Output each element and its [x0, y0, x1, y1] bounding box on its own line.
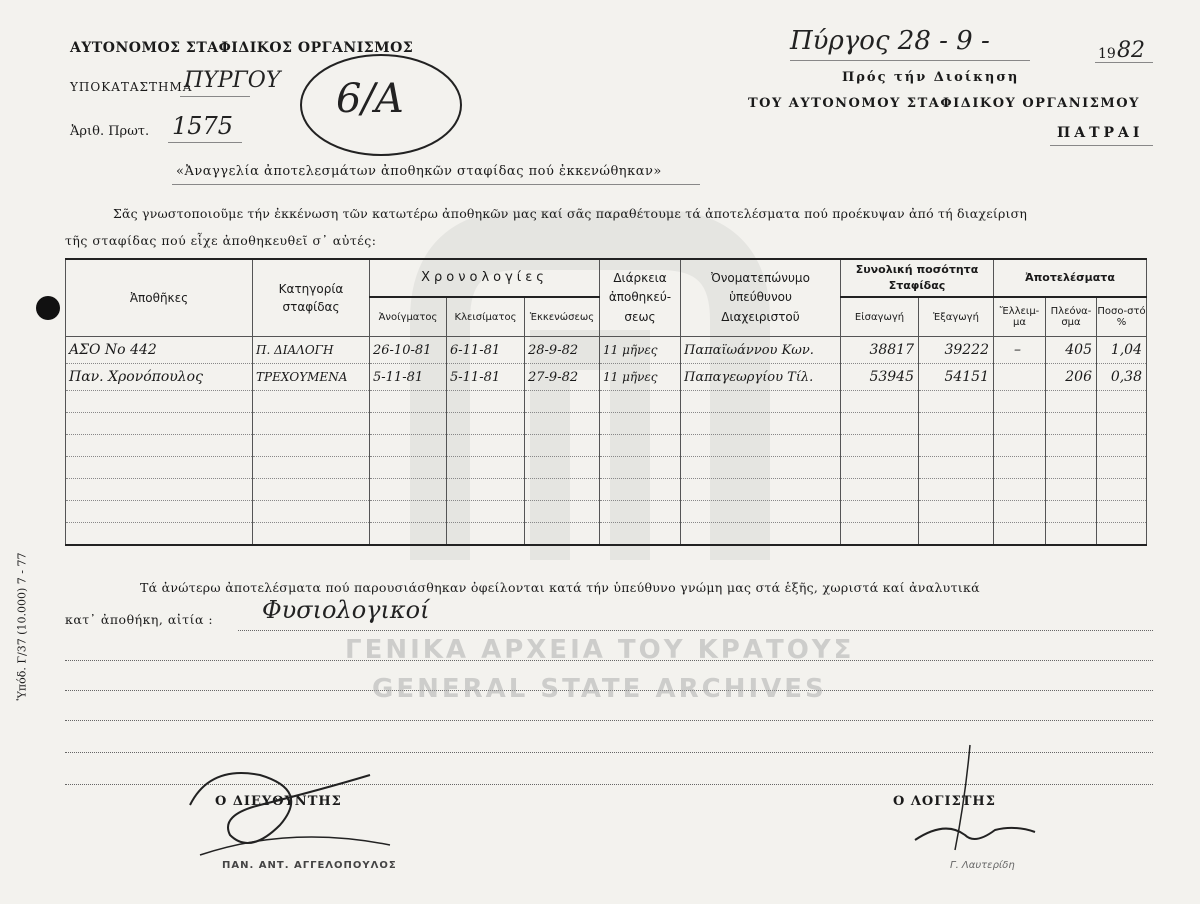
- header-chronology: Χρονολογίες: [370, 259, 600, 297]
- header-export: Ἐξαγωγή: [919, 297, 994, 337]
- causes-line-1: Τά ἀνώτερω ἀποτελέσματα πού παρουσιάσθηκαν ὀφείλονται κατά τήν ὑπεύθυνο γνώμη μας στά ἑξῆς, χωριστά καί ἀναλυτικά: [140, 580, 980, 595]
- header-import: Εἰσαγωγή: [841, 297, 919, 337]
- cell-opening: 5-11-81: [370, 364, 447, 391]
- cell-export: 39222: [919, 337, 994, 364]
- punch-hole: [36, 296, 60, 320]
- cell-manager: Παπαγεωργίου Τίλ.: [681, 364, 841, 391]
- header-closing: Κλεισίματος: [447, 297, 525, 337]
- organization-name: ΑΥΤΟΝΟΜΟΣ ΣΤΑΦΙΔΙΚΟΣ ΟΡΓΑΝΙΣΜΟΣ: [70, 40, 414, 56]
- year-printed: 19: [1098, 46, 1116, 62]
- intro-line-1: Σᾶς γνωστοποιοῦμε τήν ἐκκένωση τῶν κατωτέρω ἀποθηκῶν μας καί σᾶς παραθέτουμε τά ἀποτελέσματα πού προέκυψαν ἀπό τή διαχείριση: [113, 206, 1028, 221]
- cell-category: Π. ΔΙΑΛΟΓΗ: [253, 337, 370, 364]
- table-row-empty: [66, 391, 1147, 413]
- cell-opening: 26-10-81: [370, 337, 447, 364]
- table-row-empty: [66, 523, 1147, 546]
- cell-emptying: 27-9-82: [525, 364, 600, 391]
- header-duration: Διάρκεια ἀποθηκεύ-σεως: [600, 259, 681, 337]
- place-date: Πύργος 28 - 9 -: [790, 26, 990, 56]
- cell-emptying: 28-9-82: [525, 337, 600, 364]
- cell-import: 53945: [841, 364, 919, 391]
- warehouse-results-table: [65, 258, 1147, 546]
- cell-closing: 5-11-81: [447, 364, 525, 391]
- cell-category: ΤΡΕΧΟΥΜΕΝΑ: [253, 364, 370, 391]
- cell-duration: 11 μῆνες: [600, 364, 681, 391]
- cell-closing: 6-11-81: [447, 337, 525, 364]
- cell-surplus: 405: [1046, 337, 1097, 364]
- table-row-empty: [66, 479, 1147, 501]
- header-total-quantity: Συνολική ποσότητα Σταφίδας: [841, 259, 994, 297]
- accountant-stamp: Γ. Λαυτερίδη: [950, 860, 1015, 871]
- table-row-empty: [66, 435, 1147, 457]
- director-stamp: ΠΑΝ. ΑΝΤ. ΑΓΓΕΛΟΠΟΥΛΟΣ: [222, 860, 397, 871]
- cell-percent: 0,38: [1097, 364, 1147, 391]
- table-row: [66, 364, 1147, 391]
- watermark-english: GENERAL STATE ARCHIVES: [372, 674, 827, 704]
- year-handwritten: 82: [1117, 38, 1145, 63]
- accountant-label: Ο ΛΟΓΙΣΤΗΣ: [893, 794, 996, 809]
- cell-warehouse: Παν. Χρονόπουλος: [66, 364, 253, 391]
- table-row-empty: [66, 501, 1147, 523]
- header-deficit: Ἔλλειμ-μα: [994, 297, 1046, 337]
- intro-line-2: τῆς σταφίδας πού εἶχε ἀποθηκευθεῖ σ᾽ αὐτές:: [65, 233, 377, 248]
- cell-manager: Παπαϊωάννου Κων.: [681, 337, 841, 364]
- cell-export: 54151: [919, 364, 994, 391]
- header-warehouses: Ἀποθῆκες: [66, 259, 253, 337]
- protocol-label: Ἀριθ. Πρωτ.: [70, 124, 150, 139]
- table-row-empty: [66, 413, 1147, 435]
- table-row-empty: [66, 457, 1147, 479]
- causes-handwritten: Φυσιολογικοί: [262, 596, 430, 624]
- branch-value: ΠΥΡΓΟΥ: [184, 68, 281, 93]
- form-code-side-print: Ὑπόδ. Γ/37 (10.000) 7 - 77: [15, 552, 29, 701]
- protocol-value: 1575: [172, 112, 234, 140]
- header-manager: Ὀνοματεπώνυμο ὑπεύθυνου Διαχειριστοῦ: [681, 259, 841, 337]
- header-opening: Ἀνοίγματος: [370, 297, 447, 337]
- header-percent: Ποσο-στό %: [1097, 297, 1147, 337]
- header-surplus: Πλεόνα-σμα: [1046, 297, 1097, 337]
- recipient-line-1: Πρός τήν Διοίκηση: [842, 70, 1020, 85]
- cell-percent: 1,04: [1097, 337, 1147, 364]
- stamp-code: 6/Α: [336, 76, 404, 122]
- cell-import: 38817: [841, 337, 919, 364]
- director-label: Ο ΔΙΕΥΘΥΝΤΗΣ: [215, 794, 342, 809]
- watermark-greek: ΓΕΝΙΚΑ ΑΡΧΕΙΑ ΤΟΥ ΚΡΑΤΟΥΣ: [345, 635, 855, 665]
- header-emptying: Ἐκκενώσεως: [525, 297, 600, 337]
- table-row: [66, 337, 1147, 364]
- cell-duration: 11 μῆνες: [600, 337, 681, 364]
- header-results: Ἀποτελέσματα: [994, 259, 1147, 297]
- cell-deficit: [994, 364, 1046, 391]
- cell-surplus: 206: [1046, 364, 1097, 391]
- accountant-signature: [905, 740, 1045, 860]
- director-signature: [170, 745, 410, 875]
- header-category: Κατηγορία σταφίδας: [253, 259, 370, 337]
- subject-line: «Ἀναγγελία ἀποτελεσμάτων ἀποθηκῶν σταφίδας πού ἐκκενώθηκαν»: [176, 164, 662, 179]
- cell-deficit: –: [994, 337, 1046, 364]
- recipient-line-3: ΠΑΤΡΑΙ: [1057, 125, 1144, 141]
- cell-warehouse: ΑΣΟ Νο 442: [66, 337, 253, 364]
- causes-line-2-label: κατ᾽ ἀποθήκη, αἰτία :: [65, 612, 214, 627]
- branch-label: ΥΠΟΚΑΤΑΣΤΗΜΑ: [70, 80, 193, 94]
- recipient-line-2: ΤΟΥ ΑΥΤΟΝΟΜΟΥ ΣΤΑΦΙΔΙΚΟΥ ΟΡΓΑΝΙΣΜΟΥ: [748, 96, 1140, 111]
